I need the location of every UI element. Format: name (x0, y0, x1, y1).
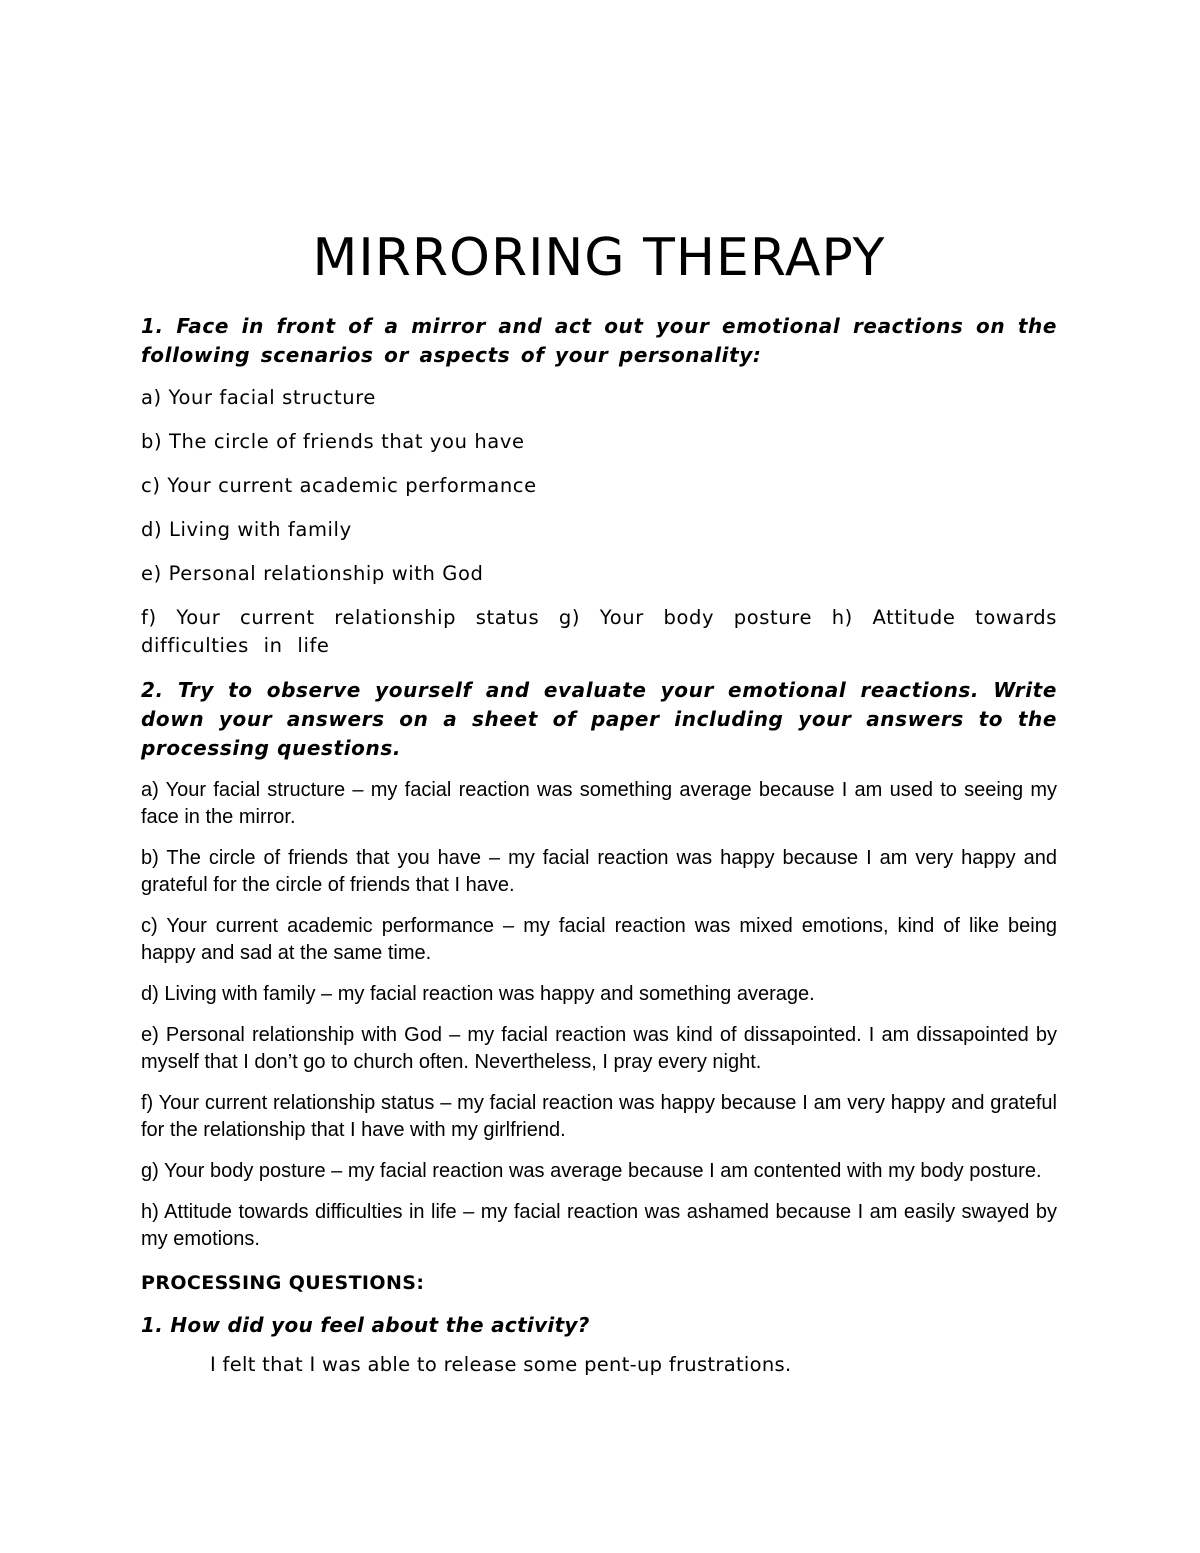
question-1-item-f: f) Your current relationship status g) Your body posture h) Attitude towards difficulties in life (141, 606, 1057, 657)
answer-f: f) Your current relationship status – my facial reaction was happy because I am very happy and grateful for the relationship that I have with my girlfriend. (141, 1092, 1057, 1141)
processing-heading: PROCESSING QUESTIONS: (141, 1272, 425, 1294)
question-1-item-a: a) Your facial structure (141, 386, 376, 409)
processing-question-1: 1. How did you feel about the activity? (141, 1313, 590, 1337)
question-1-item-d: d) Living with family (141, 518, 352, 541)
answer-a: a) Your facial structure – my facial reaction was something average because I am used to seeing my face in the mirror. (141, 779, 1057, 828)
answer-g: g) Your body posture – my facial reaction was average because I am contented with my body posture. (141, 1160, 1042, 1182)
question-1: 1. Face in front of a mirror and act out your emotional reactions on the following scenarios or aspects of your personality: (141, 314, 1057, 367)
question-2: 2. Try to observe yourself and evaluate your emotional reactions. Write down your answers on a sheet of paper including your answers to the processing questions. (141, 678, 1057, 760)
answer-d: d) Living with family – my facial reaction was happy and something average. (141, 983, 815, 1005)
answer-c: c) Your current academic performance – my facial reaction was mixed emotions, kind of like being happy and sad at the same time. (141, 915, 1057, 964)
question-1-item-e: e) Personal relationship with God (141, 562, 484, 585)
answer-h: h) Attitude towards difficulties in life – my facial reaction was ashamed because I am easily swayed by my emotions. (141, 1201, 1057, 1250)
question-1-item-b: b) The circle of friends that you have (141, 430, 525, 453)
answer-b: b) The circle of friends that you have – my facial reaction was happy because I am very happy and grateful for the circle of friends that I have. (141, 847, 1057, 896)
document-title: MIRRORING THERAPY (312, 228, 886, 288)
document-body (141, 226, 1057, 1379)
processing-answer-1: I felt that I was able to release some pent-up frustrations. (210, 1353, 792, 1376)
question-1-item-c: c) Your current academic performance (141, 474, 537, 497)
answer-e: e) Personal relationship with God – my facial reaction was kind of dissapointed. I am dissapointed by myself that I don’t go to church often. Nevertheless, I pray every night. (141, 1024, 1057, 1073)
